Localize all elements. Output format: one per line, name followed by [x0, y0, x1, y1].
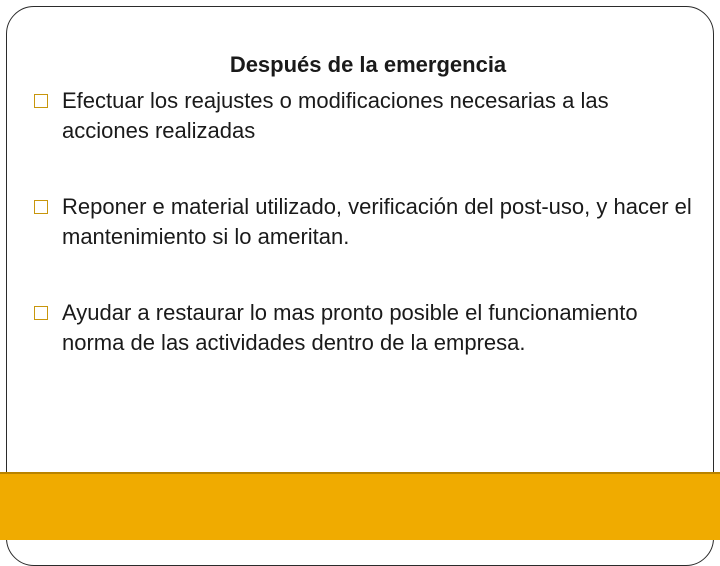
bullet-text: Reponer e material utilizado, verificación del post-uso, y hacer el mantenimiento si lo ameritan. — [62, 194, 692, 249]
checkbox-bullet-icon — [34, 94, 48, 108]
checkbox-bullet-icon — [34, 306, 48, 320]
bullet-item — [34, 298, 694, 358]
bullet-text: Ayudar a restaurar lo mas pronto posible el funcionamiento norma de las actividades dentro de la empresa. — [62, 300, 638, 355]
bullet-list — [34, 86, 694, 358]
slide-title: Después de la emergencia — [229, 52, 507, 77]
bullet-text: Efectuar los reajustes o modificaciones necesarias a las acciones realizadas — [62, 88, 609, 143]
footer-bar — [0, 472, 720, 540]
bullet-item — [34, 192, 694, 252]
bullet-item — [34, 86, 694, 146]
checkbox-bullet-icon — [34, 200, 48, 214]
